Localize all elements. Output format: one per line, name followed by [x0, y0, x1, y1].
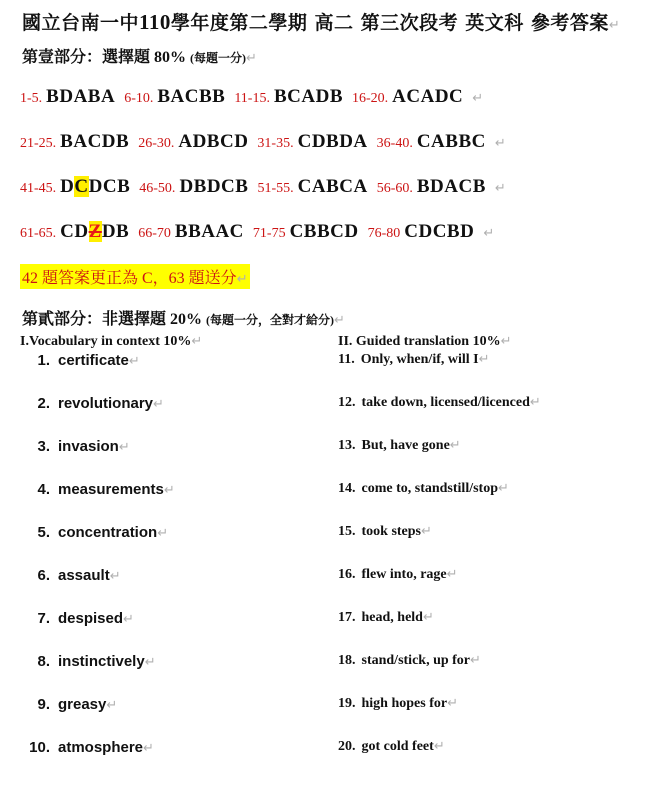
paragraph-mark-icon: ↵: [494, 136, 506, 151]
paragraph-mark-icon: ↵: [478, 352, 490, 367]
answer-key: [417, 131, 486, 152]
translation-number: 12.: [338, 395, 356, 410]
paragraph-mark-icon: ↵: [109, 569, 121, 584]
question-range: 76-80: [367, 226, 401, 241]
part1-heading-text: 第壹部分：選擇題 80%: [22, 49, 187, 66]
translation-item: [338, 610, 434, 626]
translation-answer: But, have gone: [361, 438, 450, 453]
vocab-word: assault: [58, 567, 110, 584]
answer-letters: BACDB: [60, 131, 130, 152]
vocab-word: greasy: [58, 696, 107, 713]
answer-key: [290, 221, 359, 242]
vocab-word: invasion: [58, 438, 119, 455]
question-range: 61-65.: [20, 226, 57, 241]
vocab-number: 6.: [37, 567, 50, 584]
translation-answer: head, held: [361, 610, 423, 625]
translation-answer: took steps: [361, 524, 422, 539]
question-range: 31-35.: [257, 136, 294, 151]
paragraph-mark-icon: ↵: [433, 739, 445, 754]
answer-letters: ADBCD: [178, 131, 249, 152]
answer-key: [175, 221, 244, 242]
question-range: 6-10.: [124, 91, 154, 106]
translation-item: [338, 653, 481, 669]
answer-letters: CABBC: [416, 131, 486, 152]
answer-key: [417, 176, 486, 197]
translation-answer: high hopes for: [361, 696, 448, 711]
translation-number: 15.: [338, 524, 356, 539]
translation-answer: stand/stick, up for: [361, 653, 471, 668]
paragraph-mark-icon: ↵: [163, 483, 175, 498]
vocab-number: 2.: [37, 395, 50, 412]
answer-group: [20, 86, 115, 108]
answer-letters: CDBDA: [297, 131, 368, 152]
vocab-number: 7.: [37, 610, 50, 627]
vocab-word: measurements: [58, 481, 164, 498]
answer-key: [157, 86, 225, 107]
paragraph-mark-icon: ↵: [470, 653, 481, 668]
translation-number: 14.: [338, 481, 356, 496]
paragraph-mark-icon: ↵: [153, 397, 164, 412]
vocab-number: 4.: [37, 481, 50, 498]
translation-item: [338, 481, 509, 497]
answer-letters: CABCA: [297, 176, 368, 197]
paragraph-mark-icon: ↵: [118, 440, 130, 455]
answer-group: [20, 131, 129, 153]
paragraph-mark-icon: ↵: [494, 181, 506, 196]
paragraph-mark-icon: ↵: [246, 51, 257, 66]
answer-key: [60, 221, 129, 242]
answer-key: [274, 86, 343, 107]
paragraph-mark-icon: ↵: [447, 696, 458, 711]
vocab-word: certificate: [58, 352, 129, 369]
translation-item: [338, 352, 490, 368]
vocab-word: concentration: [58, 524, 158, 541]
paragraph-mark-icon: ↵: [529, 395, 541, 410]
paragraph-mark-icon: ↵: [608, 18, 621, 33]
part2-note: (每題一分，全對才給分): [206, 313, 335, 327]
answer-letters: BDACB: [416, 176, 486, 197]
translation-number: 16.: [338, 567, 356, 582]
answer-letters: DB: [101, 221, 130, 242]
answer-row: [20, 86, 483, 108]
paragraph-mark-icon: ↵: [472, 91, 484, 106]
question-range: 11-15.: [234, 91, 270, 106]
answer-letters: BACBB: [157, 86, 226, 107]
answer-group: [139, 176, 248, 198]
paragraph-mark-icon: ↵: [236, 272, 248, 287]
paragraph-mark-icon: ↵: [421, 524, 432, 539]
translation-answer: flew into, rage: [361, 567, 447, 582]
vocab-word: revolutionary: [58, 395, 154, 412]
question-range: 51-55.: [257, 181, 294, 196]
vocab-heading: [20, 334, 202, 350]
vocab-item: [20, 524, 320, 541]
vocab-item: [20, 739, 320, 756]
vocab-number: 1.: [37, 352, 50, 369]
translation-answer: take down, licensed/licenced: [361, 395, 530, 410]
paragraph-mark-icon: ↵: [144, 655, 156, 670]
answer-key: [178, 131, 248, 152]
translation-item: [338, 739, 445, 755]
vocab-item: [20, 395, 320, 412]
translation-answer: got cold feet: [361, 739, 434, 754]
vocab-word: atmosphere: [58, 739, 144, 756]
paragraph-mark-icon: ↵: [157, 526, 169, 541]
answer-group: [368, 221, 475, 243]
answer-group: [138, 221, 244, 243]
question-range: 46-50.: [139, 181, 176, 196]
answer-letters: D: [60, 176, 75, 197]
answer-letters: CD: [60, 221, 89, 242]
title-school: 國立台南一中: [22, 12, 140, 34]
translation-number: 20.: [338, 739, 356, 754]
paragraph-mark-icon: ↵: [449, 438, 461, 453]
translation-item: [338, 524, 432, 540]
answer-group: [20, 176, 130, 198]
translation-number: 13.: [338, 438, 356, 453]
part2-heading: [22, 306, 345, 329]
paragraph-mark-icon: ↵: [422, 610, 434, 625]
answer-key: [404, 221, 474, 242]
answer-letters: CDCBD: [404, 221, 475, 242]
vocab-word: instinctively: [58, 653, 145, 670]
translation-answer: Only, when/if, will I: [360, 352, 479, 367]
answer-key: [298, 176, 368, 197]
vocab-number: 10.: [29, 739, 50, 756]
vocab-item: [20, 481, 320, 498]
correction-notice: [20, 264, 250, 289]
paragraph-mark-icon: ↵: [498, 481, 509, 496]
answer-row: [20, 221, 494, 243]
title-year: 110: [139, 10, 171, 34]
translation-number: 19.: [338, 696, 356, 711]
part1-note: (每題一分): [190, 51, 247, 65]
question-range: 36-40.: [376, 136, 413, 151]
answer-group: [377, 131, 486, 153]
answer-key: [46, 86, 115, 107]
vocab-number: 5.: [37, 524, 50, 541]
answer-group: [352, 86, 463, 108]
translation-item: [338, 438, 461, 454]
translation-answer: come to, standstill/stop: [361, 481, 498, 496]
answer-key: [392, 86, 463, 107]
answer-letters: CBBCD: [289, 221, 359, 242]
answer-key: [60, 131, 129, 152]
vocab-item: [20, 696, 320, 713]
answer-letters: DBDCB: [179, 176, 249, 197]
answer-group: [234, 86, 343, 108]
vocab-item: [20, 567, 320, 584]
vocab-item: [20, 438, 320, 455]
question-range: 56-60.: [376, 181, 413, 196]
answer-group: [138, 131, 248, 153]
translation-heading: [338, 334, 512, 350]
answer-letters: BBAAC: [174, 221, 244, 242]
vocab-number: 3.: [37, 438, 50, 455]
paragraph-mark-icon: ↵: [106, 698, 118, 713]
vocab-item: [20, 653, 320, 670]
answer-letters: BDABA: [46, 86, 116, 107]
answer-letters: ACADC: [392, 86, 464, 107]
translation-heading-text: II. Guided translation 10%: [338, 334, 501, 349]
answer-group: [257, 131, 367, 153]
paragraph-mark-icon: ↵: [334, 313, 345, 328]
paragraph-mark-icon: ↵: [483, 226, 495, 241]
answer-group: [124, 86, 225, 108]
part1-heading: [22, 44, 257, 67]
highlighted-answer: C: [74, 176, 89, 197]
part2-heading-text: 第貳部分：非選擇題 20%: [22, 311, 203, 328]
answer-row: [20, 176, 506, 198]
paragraph-mark-icon: ↵: [446, 567, 458, 582]
translation-number: 18.: [338, 653, 356, 668]
answer-key: [60, 176, 130, 197]
question-range: 26-30.: [138, 136, 175, 151]
answer-letters: BCADB: [273, 86, 343, 107]
translation-item: [338, 395, 541, 411]
vocab-number: 8.: [37, 653, 50, 670]
document-title: [22, 8, 620, 35]
vocab-item: [20, 352, 320, 369]
answer-group: [20, 221, 129, 243]
vocab-word: despised: [58, 610, 124, 627]
paragraph-mark-icon: ↵: [191, 334, 203, 349]
paragraph-mark-icon: ↵: [500, 334, 512, 349]
answer-key: [298, 131, 368, 152]
vocab-item: [20, 610, 320, 627]
answer-group: [257, 176, 367, 198]
question-range: 16-20.: [352, 91, 389, 106]
translation-item: [338, 696, 458, 712]
paragraph-mark-icon: ↵: [123, 612, 134, 627]
highlighted-answer: Z: [88, 221, 102, 242]
vocab-heading-text: I.Vocabulary in context 10%: [20, 334, 192, 349]
answer-key: [179, 176, 248, 197]
translation-number: 11.: [338, 352, 355, 367]
vocab-number: 9.: [37, 696, 50, 713]
answer-group: [253, 221, 359, 243]
question-range: 71-75: [252, 226, 286, 241]
paragraph-mark-icon: ↵: [128, 354, 140, 369]
answer-group: [377, 176, 486, 198]
question-range: 41-45.: [20, 181, 57, 196]
correction-notice-text: 42 題答案更正為 C，63 題送分: [22, 270, 237, 287]
question-range: 21-25.: [20, 136, 57, 151]
translation-item: [338, 567, 458, 583]
question-range: 1-5.: [20, 91, 43, 106]
paragraph-mark-icon: ↵: [143, 741, 154, 756]
answer-letters: DCB: [88, 176, 131, 197]
translation-number: 17.: [338, 610, 356, 625]
title-rest: 學年度第二學期 高二 第三次段考 英文科 參考答案: [170, 12, 609, 34]
answer-row: [20, 131, 506, 153]
question-range: 66-70: [138, 226, 171, 241]
